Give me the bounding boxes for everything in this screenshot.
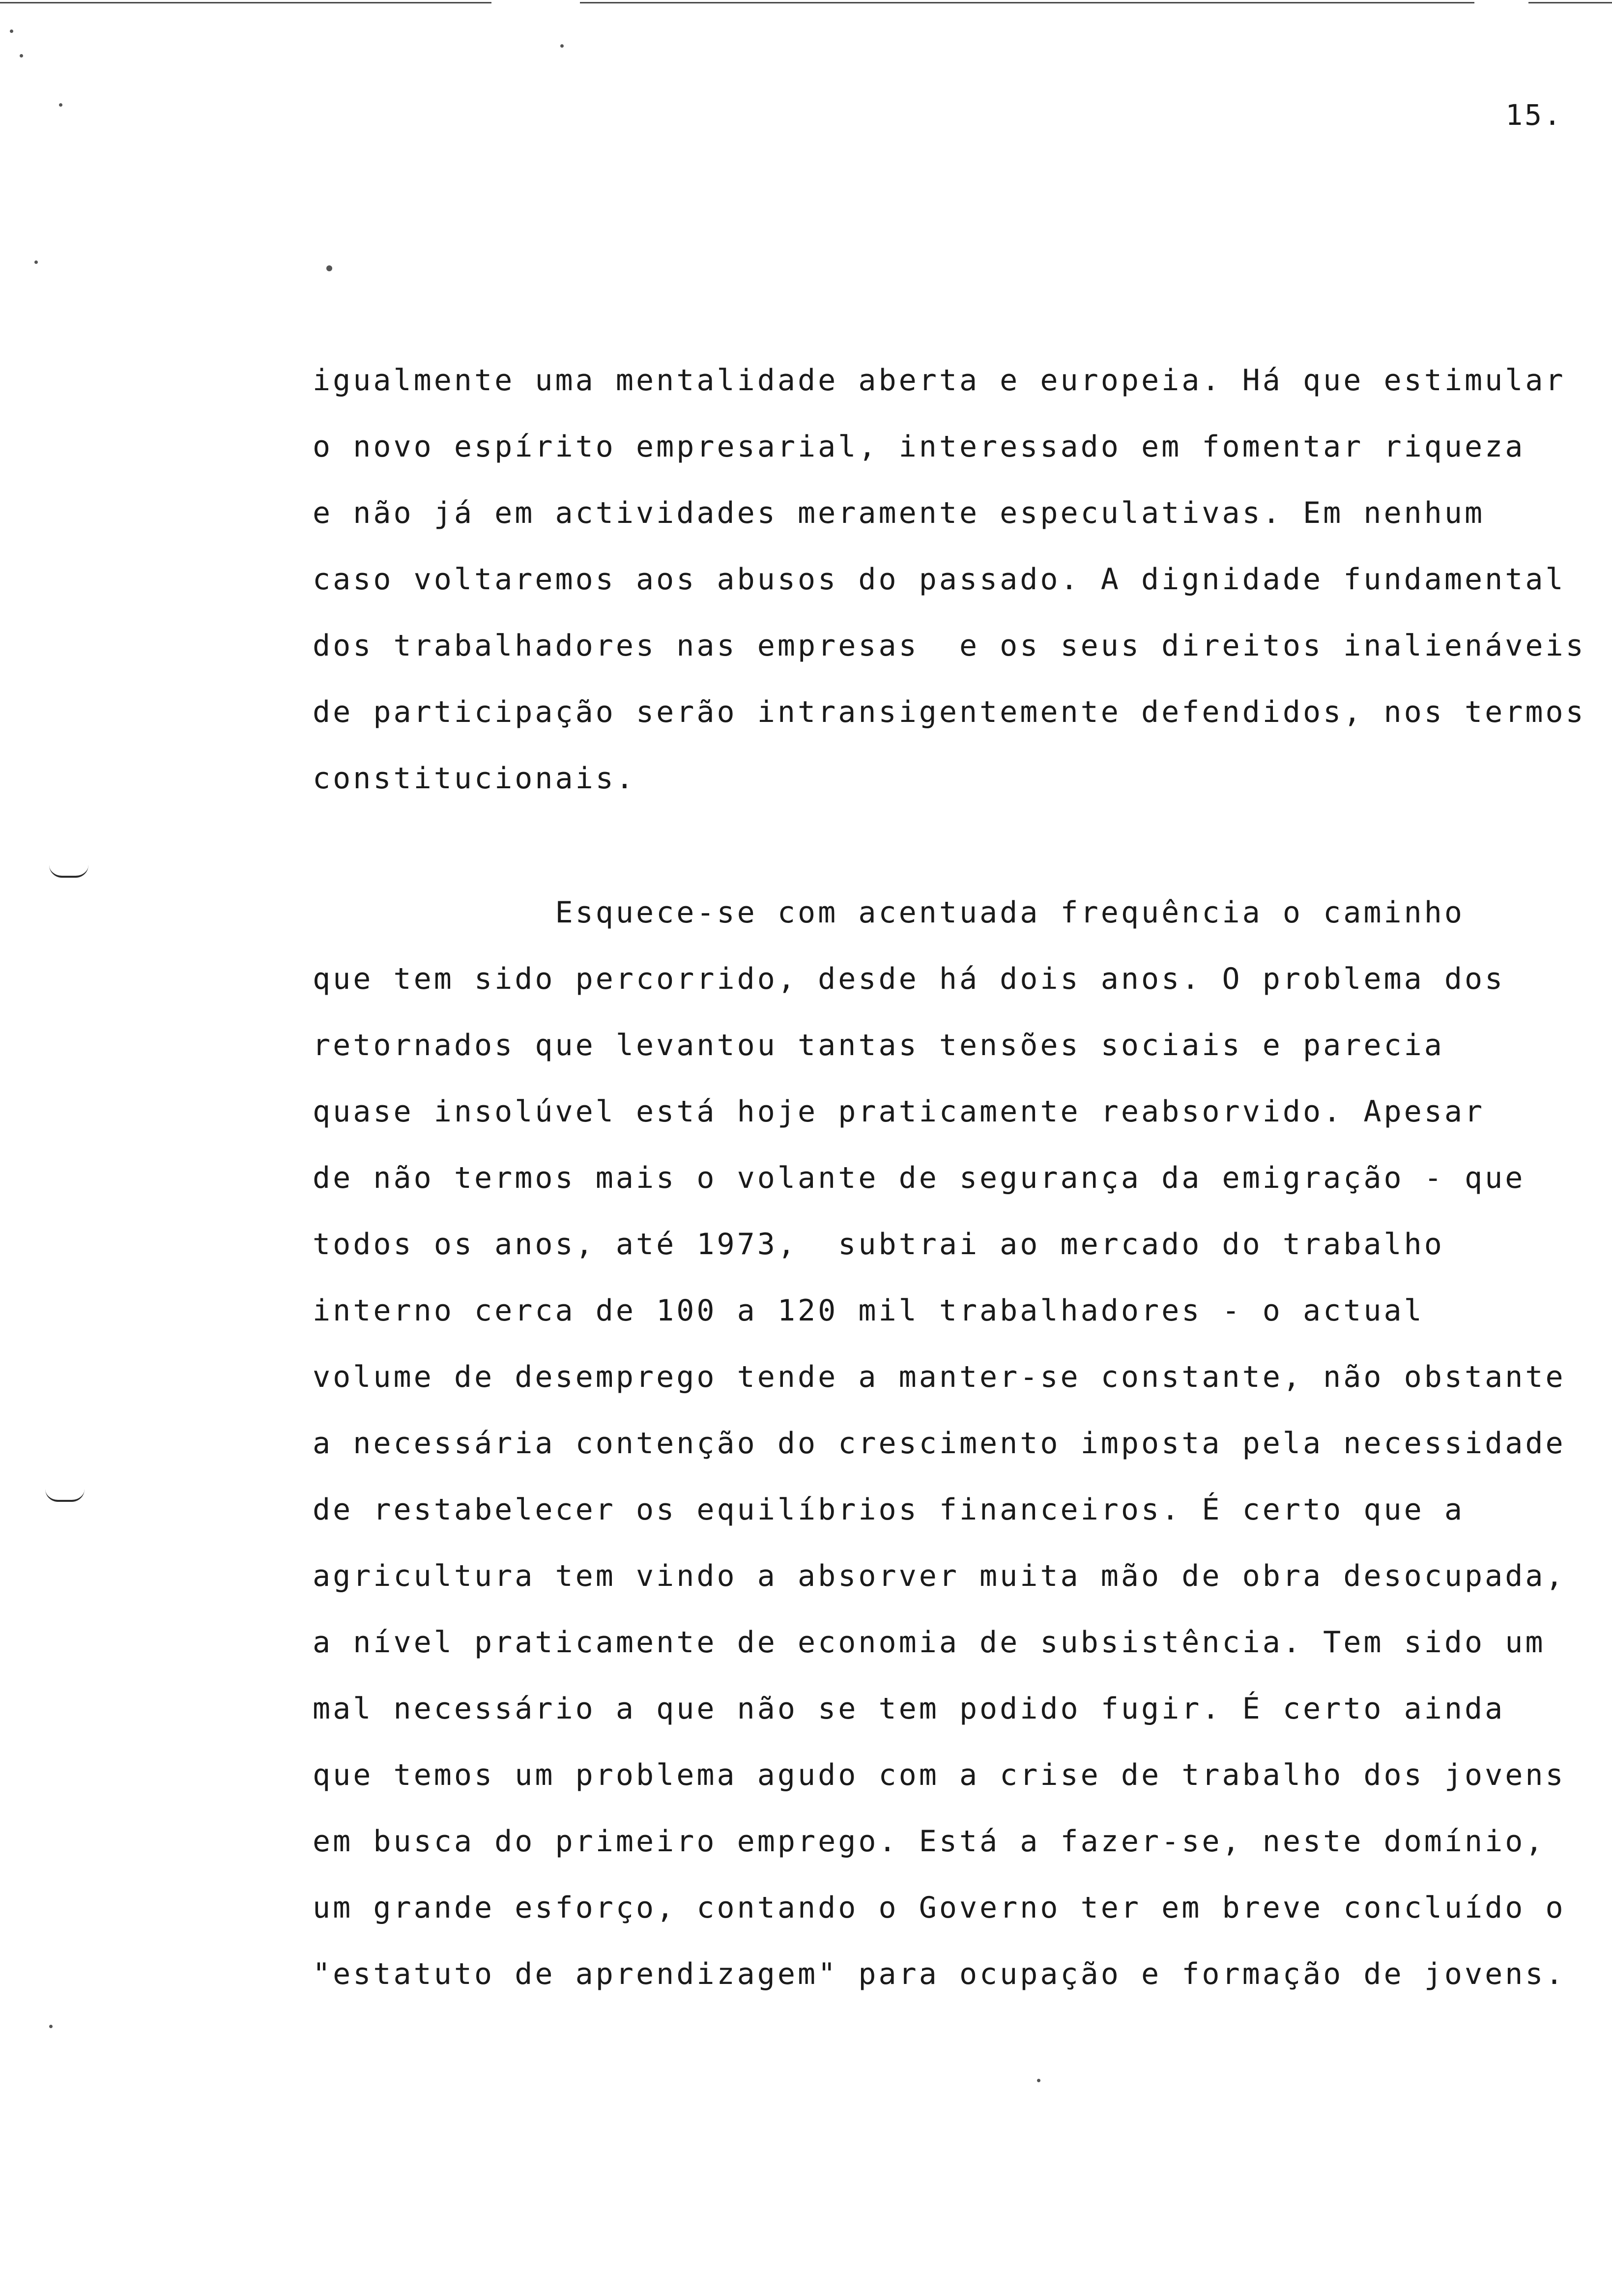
text-line: caso voltaremos aos abusos do passado. A dignidade fundamental bbox=[313, 562, 1566, 597]
scan-speck bbox=[49, 2025, 53, 2028]
text-line: interno cerca de 100 a 120 mil trabalhadores - o actual bbox=[313, 1293, 1424, 1328]
text-line: retornados que levantou tantas tensões sociais e parecia bbox=[313, 1028, 1444, 1062]
text-line: em busca do primeiro emprego. Está a fazer-se, neste domínio, bbox=[313, 1824, 1546, 1859]
text-line: de não termos mais o volante de segurança da emigração - que bbox=[313, 1161, 1526, 1195]
text-line: de restabelecer os equilíbrios financeiros. É certo que a bbox=[313, 1492, 1465, 1527]
scan-speck bbox=[10, 29, 13, 33]
text-line: um grande esforço, contando o Governo ter em breve concluído o bbox=[313, 1891, 1566, 1925]
text-line: quase insolúvel está hoje praticamente reabsorvido. Apesar bbox=[313, 1094, 1485, 1129]
margin-mark bbox=[49, 865, 88, 878]
text-line: todos os anos, até 1973, subtrai ao mercado do trabalho bbox=[313, 1227, 1444, 1262]
top-rule-left bbox=[0, 2, 491, 3]
paragraph-2 bbox=[313, 880, 1571, 2008]
text-line: mal necessário a que não se tem podido fugir. É certo ainda bbox=[313, 1692, 1505, 1726]
text-line: e não já em actividades meramente especulativas. Em nenhum bbox=[313, 496, 1485, 530]
scan-speck bbox=[560, 44, 564, 48]
text-line: constitucionais. bbox=[313, 761, 636, 796]
top-rule-middle bbox=[580, 2, 1474, 3]
text-line: que temos um problema agudo com a crise de trabalho dos jovens bbox=[313, 1758, 1566, 1792]
top-rule-right bbox=[1528, 2, 1612, 3]
text-line: dos trabalhadores nas empresas e os seus direitos inalienáveis bbox=[313, 629, 1586, 663]
page-number: 15. bbox=[1505, 98, 1563, 132]
scan-speck bbox=[326, 265, 332, 271]
scan-speck bbox=[59, 103, 62, 107]
text-line: de participação serão intransigentemente defendidos, nos termos bbox=[313, 695, 1586, 729]
text-line: a nível praticamente de economia de subsistência. Tem sido um bbox=[313, 1625, 1546, 1660]
text-line: a necessária contenção do crescimento imposta pela necessidade bbox=[313, 1426, 1566, 1461]
paragraph-1 bbox=[313, 347, 1586, 812]
text-line: agricultura tem vindo a absorver muita mão de obra desocupada, bbox=[313, 1559, 1566, 1593]
text-line: Esquece-se com acentuada frequência o caminho bbox=[313, 895, 1465, 930]
text-line: "estatuto de aprendizagem" para ocupação e formação de jovens. bbox=[313, 1957, 1566, 1991]
scan-speck bbox=[20, 54, 23, 57]
text-line: que tem sido percorrido, desde há dois anos. O problema dos bbox=[313, 962, 1505, 996]
scan-speck bbox=[34, 260, 38, 264]
text-line: igualmente uma mentalidade aberta e europeia. Há que estimular bbox=[313, 363, 1566, 398]
scan-speck bbox=[1037, 2079, 1040, 2082]
text-line: volume de desemprego tende a manter-se constante, não obstante bbox=[313, 1360, 1566, 1394]
margin-mark bbox=[45, 1489, 85, 1502]
text-line: o novo espírito empresarial, interessado em fomentar riqueza bbox=[313, 430, 1526, 464]
